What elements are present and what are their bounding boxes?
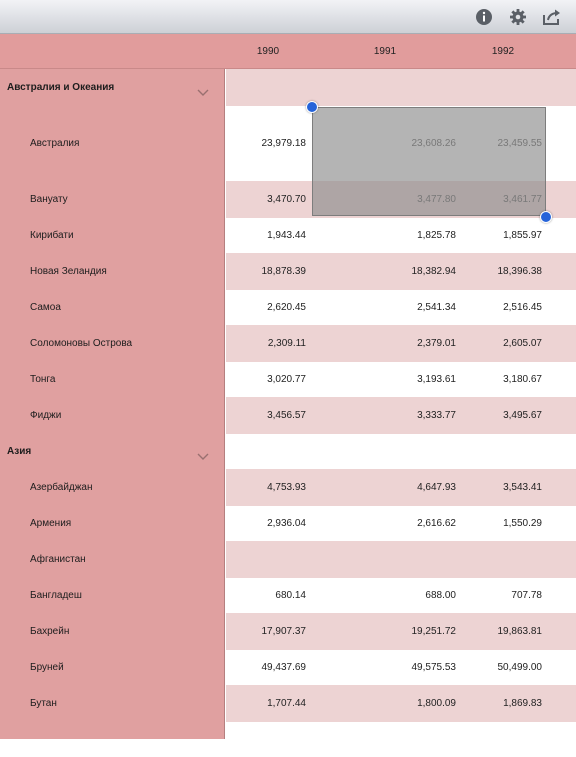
row-label: Кирибати [30,229,74,241]
gear-icon[interactable] [508,7,528,27]
cell-value-1992[interactable]: 50,499.00 [497,661,542,673]
chevron-down-icon[interactable] [197,84,209,92]
row-data-background [226,541,576,578]
row-label: Бахрейн [30,625,70,637]
cell-value-1990[interactable]: 18,878.39 [261,265,306,277]
cell-value-1990[interactable]: 680.14 [275,589,306,601]
row-label: Соломоновы Острова [30,337,133,349]
table-row[interactable] [0,613,576,650]
info-icon[interactable] [474,7,494,27]
cell-value-1991[interactable]: 49,575.53 [411,661,456,673]
row-label: Бутан [30,697,57,709]
table-row[interactable] [0,541,576,578]
cell-value-1990[interactable]: 3,456.57 [267,409,306,421]
table-row[interactable] [0,650,576,685]
cell-value-1991[interactable]: 1,825.78 [417,229,456,241]
cell-value-1991[interactable]: 3,333.77 [417,409,456,421]
row-label: Фиджи [30,409,62,421]
selection-start-handle[interactable] [306,101,318,113]
chevron-down-icon[interactable] [197,448,209,456]
cell-value-1990[interactable]: 2,309.11 [267,337,306,349]
column-header-1990[interactable]: 1990 [256,46,280,57]
cell-value-1991[interactable]: 3,193.61 [417,373,456,385]
selection-end-handle[interactable] [540,211,552,223]
cell-value-1991[interactable]: 2,616.62 [417,517,456,529]
cell-value-1992[interactable]: 1,550.29 [503,517,542,529]
cell-value-1992[interactable]: 2,605.07 [503,337,542,349]
table-row[interactable] [0,290,576,325]
group-row[interactable] [0,69,576,106]
column-header-row [0,34,576,69]
row-label: Бруней [30,661,64,673]
cell-value-1992[interactable]: 707.78 [511,589,542,601]
row-label: Новая Зеландия [30,265,107,277]
group-label: Азия [7,445,32,457]
table-row[interactable] [0,397,576,434]
row-data-background [226,434,576,469]
cell-value-1990[interactable]: 49,437.69 [261,661,306,673]
cell-value-1991[interactable]: 4,647.93 [417,481,456,493]
cell-value-1992[interactable]: 1,855.97 [503,229,542,241]
cell-value-1991[interactable]: 2,541.34 [417,301,456,313]
table-row[interactable] [0,362,576,397]
cell-value-1990[interactable]: 4,753.93 [267,481,306,493]
table-row[interactable] [0,685,576,722]
table-row[interactable] [0,253,576,290]
cell-value-1992[interactable]: 3,180.67 [503,373,542,385]
cell-value-1991[interactable]: 1,800.09 [417,697,456,709]
table-row[interactable] [0,578,576,613]
column-header-1992[interactable]: 1992 [491,46,515,57]
row-label: Вануату [30,193,68,205]
table-row[interactable] [0,506,576,541]
table-row[interactable] [0,722,576,757]
cell-value-1992[interactable]: 3,543.41 [503,481,542,493]
cell-value-1992[interactable]: 18,396.38 [497,265,542,277]
cell-value-1991[interactable]: 18,382.94 [411,265,456,277]
cell-value-1990[interactable]: 3,020.77 [267,373,306,385]
group-row[interactable] [0,434,576,469]
cell-value-1992[interactable]: 1,869.83 [503,697,542,709]
row-label: Австралия [30,137,80,149]
cell-value-1992[interactable]: 19,863.81 [497,625,542,637]
cell-value-1991[interactable]: 688.00 [425,589,456,601]
top-toolbar [0,0,576,34]
table-row[interactable] [0,469,576,506]
row-label: Тонга [30,373,56,385]
cell-value-1990[interactable]: 17,907.37 [261,625,306,637]
row-label: Афганистан [30,553,86,565]
cell-value-1990[interactable]: 1,943.44 [267,229,306,241]
cell-value-1991[interactable]: 19,251.72 [411,625,456,637]
group-label: Австралия и Океания [7,81,115,93]
row-data-background [226,69,576,106]
row-label: Азербайджан [30,481,93,493]
cell-selection-range[interactable] [312,107,546,216]
cell-value-1990[interactable]: 1,707.44 [267,697,306,709]
cell-value-1990[interactable]: 23,979.18 [261,137,306,149]
share-icon[interactable] [542,7,562,27]
cell-value-1990[interactable]: 2,620.45 [267,301,306,313]
cell-value-1990[interactable]: 3,470.70 [267,193,306,205]
table-row[interactable] [0,325,576,362]
row-label: Бангладеш [30,589,82,601]
row-label: Самоа [30,301,61,313]
cell-value-1991[interactable]: 2,379.01 [417,337,456,349]
row-data-background [226,722,576,757]
column-header-1991[interactable]: 1991 [373,46,397,57]
cell-value-1992[interactable]: 2,516.45 [503,301,542,313]
cell-value-1992[interactable]: 3,495.67 [503,409,542,421]
cell-value-1990[interactable]: 2,936.04 [267,517,306,529]
table-row[interactable] [0,218,576,253]
row-label: Армения [30,517,72,529]
